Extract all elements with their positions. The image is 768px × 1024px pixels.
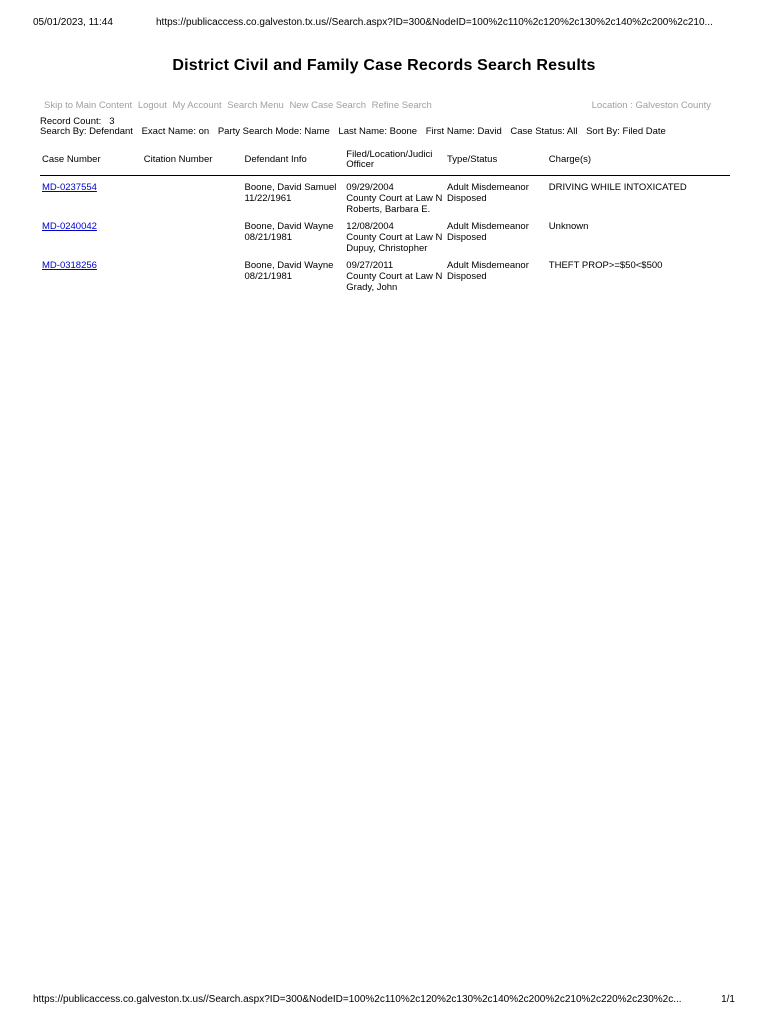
record-count-value: 3 [109, 116, 115, 127]
charges: DRIVING WHILE INTOXICATED [548, 182, 687, 193]
results-table [40, 149, 730, 293]
defendant-info [243, 215, 345, 254]
defendant-info [243, 176, 345, 216]
footer-url: https://publicaccess.co.galveston.tx.us//Search.aspx?ID=300&NodeID=100%2c110%2c120%2c130%2c140%2c200%2c210%2c220%2c230%2c... [33, 994, 682, 1005]
print-datetime: 05/01/2023, 11:44 [33, 17, 113, 28]
case-type: Adult Misdemeanor [447, 260, 529, 271]
criteria-case-status: Case Status: All [510, 126, 578, 137]
print-header [33, 17, 735, 31]
defendant-dob: 08/21/1981 [244, 232, 293, 243]
court-location: County Court at Law N [346, 232, 443, 243]
charges: THEFT PROP>=$50<$500 [548, 260, 663, 271]
case-type: Adult Misdemeanor [447, 221, 529, 232]
header-type-status[interactable]: Type/Status [445, 149, 547, 176]
type-status [445, 254, 547, 293]
skip-to-main-link[interactable]: Skip to Main Content [44, 100, 133, 111]
criteria-exact-name: Exact Name: on [141, 126, 210, 137]
type-status [445, 176, 547, 216]
case-status: Disposed [447, 193, 487, 204]
filed-location-officer [344, 215, 445, 254]
filed-location-officer [344, 254, 445, 293]
table-row [40, 215, 730, 254]
table-header-row [40, 149, 730, 176]
case-type: Adult Misdemeanor [447, 182, 529, 193]
case-status: Disposed [447, 232, 487, 243]
court-location: County Court at Law N [346, 193, 443, 204]
defendant-name: Boone, David Samuel [244, 182, 337, 193]
location-label: Location : Galveston County [591, 100, 711, 111]
criteria-first-name: First Name: David [425, 126, 502, 137]
refine-search-link[interactable]: Refine Search [371, 100, 432, 111]
page-title: District Civil and Family Case Records Search Results [172, 57, 596, 74]
defendant-name: Boone, David Wayne [244, 260, 334, 271]
table-row [40, 176, 730, 216]
case-number-link[interactable]: MD-0240042 [42, 221, 97, 232]
search-criteria [40, 126, 730, 137]
print-footer [33, 994, 735, 1008]
court-location: County Court at Law N [346, 271, 443, 282]
citation-number [142, 176, 243, 216]
nav-bar [44, 100, 714, 114]
case-number-link[interactable]: MD-0318256 [42, 260, 97, 271]
defendant-name: Boone, David Wayne [244, 221, 334, 232]
judicial-officer: Grady, John [346, 282, 398, 293]
header-charges[interactable]: Charge(s) [547, 149, 730, 176]
header-case-number[interactable]: Case Number [40, 149, 142, 176]
citation-number [142, 215, 243, 254]
defendant-dob: 11/22/1961 [244, 193, 292, 204]
my-account-link[interactable]: My Account [172, 100, 222, 111]
criteria-search-by: Search By: Defendant [40, 126, 133, 137]
filed-date: 09/29/2004 [346, 182, 394, 193]
record-count-label: Record Count: [40, 116, 102, 127]
criteria-sort-by: Sort By: Filed Date [586, 126, 666, 137]
criteria-party-search-mode: Party Search Mode: Name [217, 126, 330, 137]
filed-date: 09/27/2011 [346, 260, 394, 271]
print-url: https://publicaccess.co.galveston.tx.us//Search.aspx?ID=300&NodeID=100%2c110%2c120%2c130%2c140%2c200%2c210... [156, 17, 713, 28]
citation-number [142, 254, 243, 293]
new-case-search-link[interactable]: New Case Search [289, 100, 366, 111]
criteria-last-name: Last Name: Boone [338, 126, 418, 137]
logout-link[interactable]: Logout [137, 100, 167, 111]
header-filed-location-officer[interactable] [344, 149, 445, 176]
type-status [445, 215, 547, 254]
table-row [40, 254, 730, 293]
judicial-officer: Roberts, Barbara E. [346, 204, 431, 215]
filed-location-officer [344, 176, 445, 216]
filed-date: 12/08/2004 [346, 221, 394, 232]
search-menu-link[interactable]: Search Menu [227, 100, 284, 111]
page-number: 1/1 [721, 994, 735, 1005]
defendant-info [243, 254, 345, 293]
defendant-dob: 08/21/1981 [244, 271, 293, 282]
header-defendant-info[interactable]: Defendant Info [243, 149, 345, 176]
case-number-link[interactable]: MD-0237554 [42, 182, 97, 193]
header-filed-line-1: Filed/Location/Judici [346, 149, 433, 160]
header-filed-line-2: Officer [346, 159, 375, 170]
header-citation-number[interactable]: Citation Number [142, 149, 243, 176]
case-status: Disposed [447, 271, 487, 282]
charges: Unknown [548, 221, 589, 232]
judicial-officer: Dupuy, Christopher [346, 243, 428, 254]
